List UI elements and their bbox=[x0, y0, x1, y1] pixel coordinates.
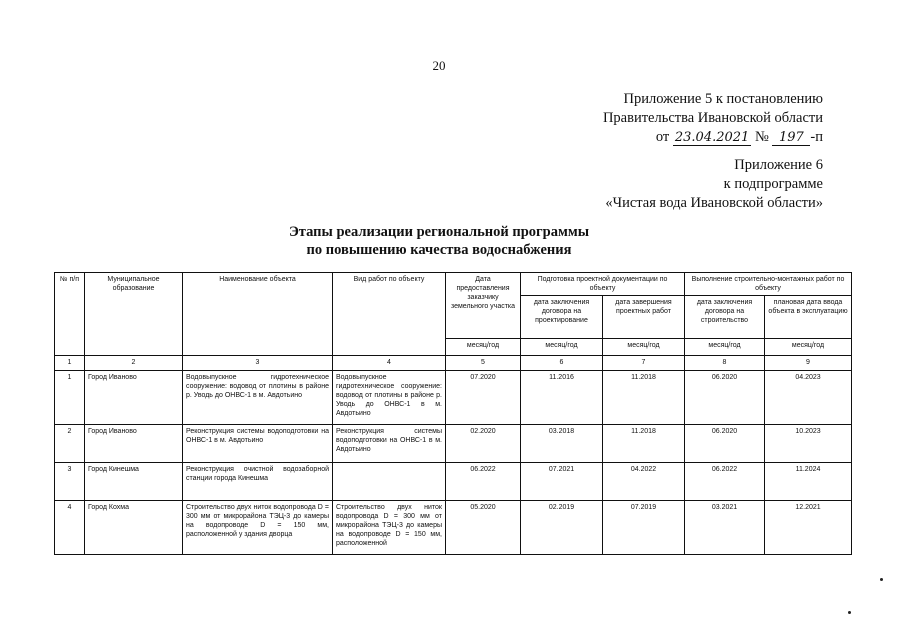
column-number: 6 bbox=[521, 356, 603, 371]
header-design-completion: дата завершения проектных работ bbox=[603, 296, 685, 339]
row-num: 4 bbox=[55, 501, 85, 555]
scan-speck bbox=[848, 611, 851, 614]
appendix-decree-line2: Правительства Ивановской области bbox=[602, 110, 823, 126]
row-num: 2 bbox=[55, 425, 85, 463]
row-land-date: 07.2020 bbox=[446, 371, 521, 425]
scan-speck bbox=[880, 578, 883, 581]
appendix-decree-block bbox=[603, 90, 823, 147]
handwritten-number: 197 bbox=[772, 131, 810, 146]
row-design-completion: 11.2018 bbox=[603, 371, 685, 425]
row-commissioning: 11.2024 bbox=[765, 463, 852, 501]
number-suffix: -п bbox=[810, 129, 823, 145]
column-number: 2 bbox=[85, 356, 183, 371]
document-title-line2: по повышению качества водоснабжения bbox=[306, 242, 572, 258]
date-prefix: от bbox=[655, 129, 670, 145]
row-num: 3 bbox=[55, 463, 85, 501]
appendix-subprogram-line3: «Чистая вода Ивановской области» bbox=[605, 195, 823, 211]
column-number: 3 bbox=[183, 356, 333, 371]
unit-design-completion: месяц/год bbox=[603, 339, 685, 356]
header-construction-group: Выполнение строительно-монтажных работ по объекту bbox=[685, 273, 852, 296]
row-land-date: 05.2020 bbox=[446, 501, 521, 555]
handwritten-date: 23.04.2021 bbox=[674, 130, 750, 145]
table-row bbox=[55, 371, 852, 425]
row-design-contract: 07.2021 bbox=[521, 463, 603, 501]
row-commissioning: 04.2023 bbox=[765, 371, 852, 425]
row-construction-contract: 06.2022 bbox=[685, 463, 765, 501]
column-number: 9 bbox=[765, 356, 852, 371]
row-object-name: Водовыпускное гидротехническое сооружение: водовод от плотины в районе р. Уводь до ОНВС-1 в м. Авдотьино bbox=[183, 371, 333, 425]
row-object-name: Строительство двух ниток водопровода D = 300 мм от микрорайона ТЭЦ-3 до камеры на водопроводе D = 150 мм, расположенной у здания дворца bbox=[183, 501, 333, 555]
column-number: 8 bbox=[685, 356, 765, 371]
row-object-name: Реконструкция системы водоподготовки на ОНВС-1 в м. Авдотьино bbox=[183, 425, 333, 463]
document-title-line1: Этапы реализации региональной программы bbox=[288, 224, 590, 240]
row-municipality: Город Кохма bbox=[85, 501, 183, 555]
appendix-decree-date-line bbox=[603, 128, 823, 147]
row-design-completion: 11.2018 bbox=[603, 425, 685, 463]
row-municipality: Город Кинешма bbox=[85, 463, 183, 501]
column-numbers-row bbox=[55, 356, 852, 371]
row-work-type bbox=[333, 463, 446, 501]
row-work-type: Реконструкция системы водоподготовки на ОНВС-1 в м. Авдотьино bbox=[333, 425, 446, 463]
header-design-group: Подготовка проектной документации по объекту bbox=[521, 273, 685, 296]
appendix-subprogram-line2: к подпрограмме bbox=[723, 176, 823, 192]
row-construction-contract: 06.2020 bbox=[685, 371, 765, 425]
row-design-contract: 11.2016 bbox=[521, 371, 603, 425]
unit-land-date: месяц/год bbox=[446, 339, 521, 356]
appendix-subprogram-line1: Приложение 6 bbox=[734, 157, 823, 173]
row-municipality: Город Иваново bbox=[85, 371, 183, 425]
header-commissioning: плановая дата ввода объекта в эксплуатацию bbox=[765, 296, 852, 339]
unit-construction-contract: месяц/год bbox=[685, 339, 765, 356]
stages-table bbox=[54, 272, 852, 555]
row-construction-contract: 03.2021 bbox=[685, 501, 765, 555]
row-design-completion: 04.2022 bbox=[603, 463, 685, 501]
row-num: 1 bbox=[55, 371, 85, 425]
document-title bbox=[0, 223, 878, 259]
row-land-date: 02.2020 bbox=[446, 425, 521, 463]
row-object-name: Реконструкция очистной водозаборной станции города Кинешма bbox=[183, 463, 333, 501]
header-construction-contract: дата заключения договора на строительство bbox=[685, 296, 765, 339]
row-work-type: Строительство двух ниток водопровода D = 300 мм от микрорайона ТЭЦ-3 до камеры на водопроводе D = 150 мм, расположенной bbox=[333, 501, 446, 555]
row-commissioning: 10.2023 bbox=[765, 425, 852, 463]
row-design-contract: 02.2019 bbox=[521, 501, 603, 555]
page-number: 20 bbox=[432, 58, 446, 73]
appendix-subprogram-block bbox=[605, 156, 823, 213]
row-work-type: Водовыпускное гидротехническое сооружение: водовод от плотины в районе р. Уводь до ОНВС-1 в м. Авдотьино bbox=[333, 371, 446, 425]
row-design-contract: 03.2018 bbox=[521, 425, 603, 463]
number-prefix: № bbox=[754, 129, 769, 145]
header-work-type: Вид работ по объекту bbox=[333, 273, 446, 356]
unit-commissioning: месяц/год bbox=[765, 339, 852, 356]
row-land-date: 06.2022 bbox=[446, 463, 521, 501]
row-design-completion: 07.2019 bbox=[603, 501, 685, 555]
table-header-row bbox=[55, 273, 852, 296]
header-design-contract: дата заключения договора на проектирование bbox=[521, 296, 603, 339]
column-number: 5 bbox=[446, 356, 521, 371]
row-municipality: Город Иваново bbox=[85, 425, 183, 463]
header-object-name: Наименование объекта bbox=[183, 273, 333, 356]
unit-design-contract: месяц/год bbox=[521, 339, 603, 356]
table-row bbox=[55, 501, 852, 555]
row-commissioning: 12.2021 bbox=[765, 501, 852, 555]
header-land-date: Дата предоставления заказчику земельного участка bbox=[446, 273, 521, 339]
column-number: 7 bbox=[603, 356, 685, 371]
header-municipality: Муниципальное образование bbox=[85, 273, 183, 356]
column-number: 4 bbox=[333, 356, 446, 371]
table-row bbox=[55, 425, 852, 463]
row-construction-contract: 06.2020 bbox=[685, 425, 765, 463]
column-number: 1 bbox=[55, 356, 85, 371]
header-num: № п/п bbox=[55, 273, 85, 356]
table-row bbox=[55, 463, 852, 501]
appendix-decree-line1: Приложение 5 к постановлению bbox=[623, 91, 823, 107]
